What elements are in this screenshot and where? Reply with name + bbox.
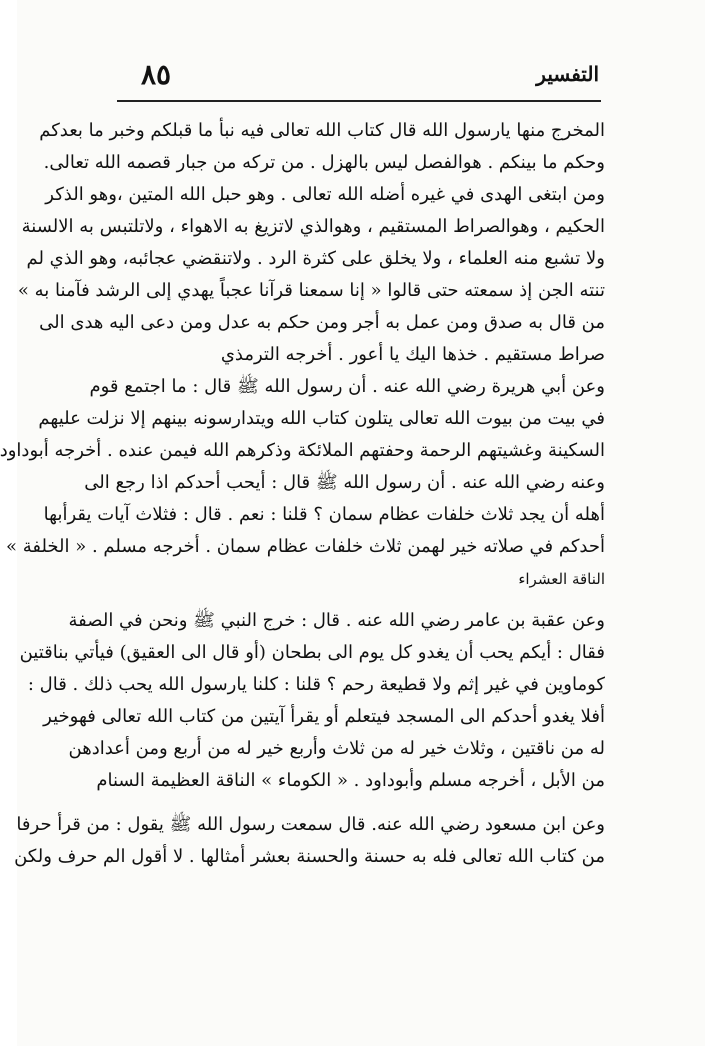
header-rule bbox=[117, 100, 601, 102]
page-header bbox=[117, 58, 599, 98]
paragraph-gap bbox=[113, 800, 605, 812]
page-number: ٨٥ bbox=[141, 58, 172, 91]
text-line: وعنه رضي الله عنه . أن رسول الله ﷺ قال : أيحب أحدكم اذا رجع الى bbox=[84, 472, 605, 493]
text-line: له من ناقتين ، وثلاث خير له من ثلاث وأربع خير له من أربع ومن أعدادهن bbox=[68, 738, 605, 759]
text-line: وعن أبي هريرة رضي الله عنه . أن رسول الله ﷺ قال : ما اجتمع قوم bbox=[89, 376, 605, 397]
text-line: المخرج منها يارسول الله قال كتاب الله تعالى فيه نبأ ما قبلكم وخبر ما بعدكم bbox=[39, 120, 605, 141]
text-line: كوماوين في غير إثم ولا قطيعة رحم ؟ قلنا : كلنا يارسول الله يحب ذلك . قال : bbox=[27, 674, 605, 695]
text-line: السكينة وغشيتهم الرحمة وحفتهم الملائكة وذكرهم الله فيمن عنده . أخرجه أبوداود bbox=[0, 440, 605, 461]
text-line: أفلا يغدو أحدكم الى المسجد فيتعلم أو يقرأ آيتين من كتاب الله تعالى فهوخير bbox=[43, 706, 605, 727]
text-line: من قال به صدق ومن عمل به أجر ومن حكم به عدل ومن دعى اليه هدى الى bbox=[39, 312, 605, 333]
text-line: ولا تشبع منه العلماء ، ولا يخلق على كثرة الرد . ولاتنقضي عجائبه، وهو الذي لم bbox=[26, 248, 605, 269]
text-line: أهله أن يجد ثلاث خلفات عظام سمان ؟ قلنا : نعم . قال : فثلاث آيات يقرأبها bbox=[43, 504, 605, 525]
body-text bbox=[0, 118, 605, 876]
text-line: من الأبل ، أخرجه مسلم وأبوداود . « الكوماء » الناقة العظيمة السنام bbox=[96, 770, 605, 791]
text-line: أحدكم في صلاته خير لهمن ثلاث خلفات عظام سمان . أخرجه مسلم . « الخلفة » bbox=[5, 536, 605, 557]
text-line: تنته الجن إذ سمعته حتى قالوا « إنا سمعنا قرآنا عجباً يهدي إلى الرشد فآمنا به » bbox=[17, 280, 605, 301]
paragraph-gap bbox=[113, 596, 605, 608]
text-line: وعن عقبة بن عامر رضي الله عنه . قال : خرج النبي ﷺ ونحن في الصفة bbox=[68, 610, 605, 631]
text-line: من كتاب الله تعالى فله به حسنة والحسنة بعشر أمثالها . لا أقول الم حرف ولكن bbox=[14, 846, 605, 867]
text-line: وعن ابن مسعود رضي الله عنه. قال سمعت رسول الله ﷺ يقول : من قرأ حرفا bbox=[16, 814, 605, 835]
text-line: في بيت من بيوت الله تعالى يتلون كتاب الله ويتدارسونه بينهم إلا نزلت عليهم bbox=[38, 408, 605, 429]
text-line: فقال : أيكم يحب أن يغدو كل يوم الى بطحان (أو قال الى العقيق) فيأتي بناقتين bbox=[19, 642, 605, 663]
text-line: ومن ابتغى الهدى في غيره أضله الله تعالى . وهو حبل الله المتين ،وهو الذكر bbox=[45, 184, 605, 205]
text-line: الحكيم ، وهوالصراط المستقيم ، وهوالذي لاتزيغ به الاهواء ، ولاتلتبس به الالسنة bbox=[21, 216, 605, 237]
gloss-line: الناقة العشراء bbox=[518, 570, 605, 588]
text-line: صراط مستقيم . خذها اليك يا أعور . أخرجه الترمذي bbox=[220, 344, 605, 365]
running-title: التفسير bbox=[536, 62, 599, 86]
text-line: وحكم ما بينكم . هوالفصل ليس بالهزل . من تركه من جبار قصمه الله تعالى. bbox=[43, 152, 605, 173]
